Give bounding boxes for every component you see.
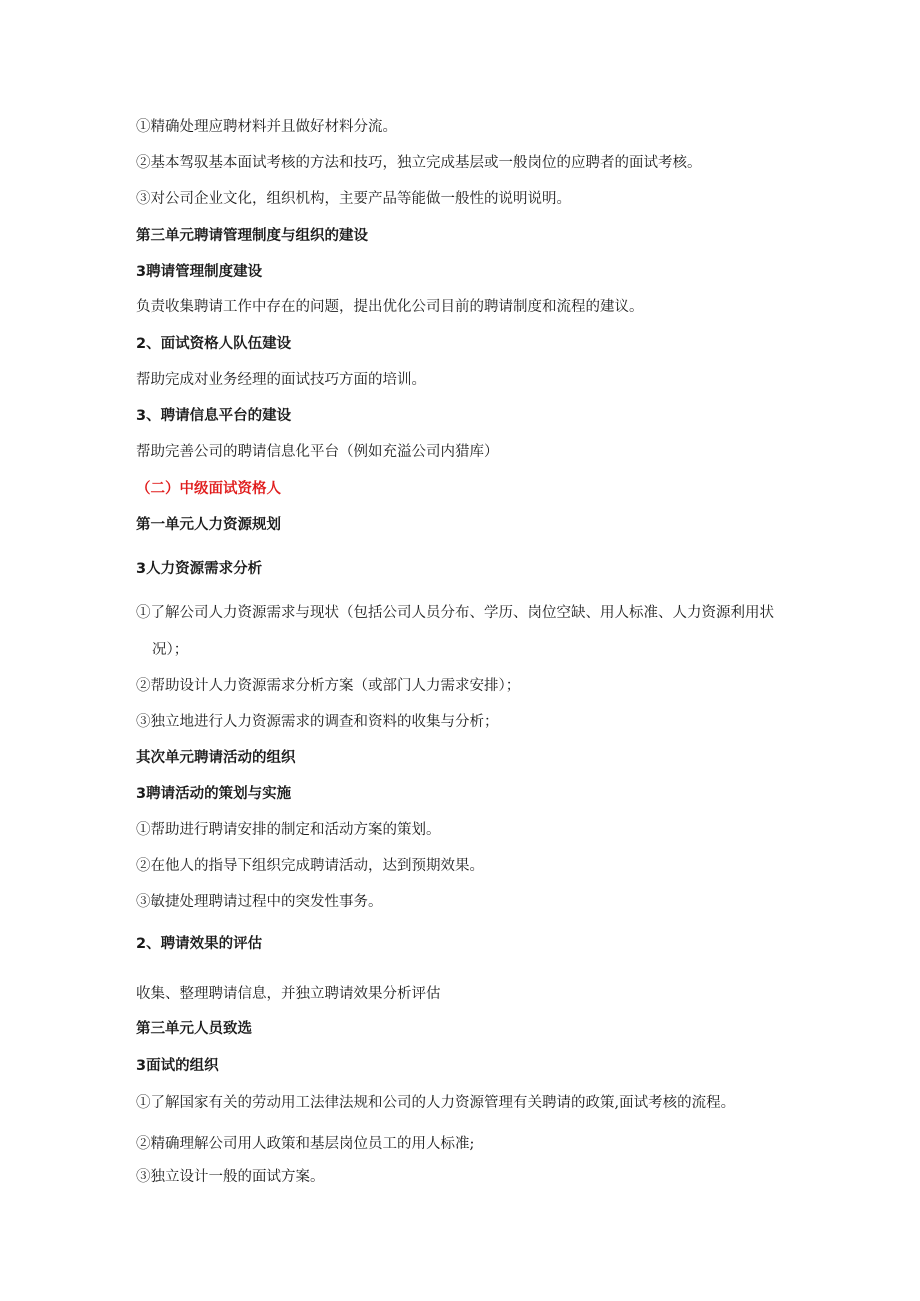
paragraph-line: ①了解公司人力资源需求与现状（包括公司人员分布、学历、岗位空缺、用人标准、人力资源利用状 xyxy=(136,605,774,621)
paragraph-line: ③独立设计一般的面试方案。 xyxy=(136,1169,325,1185)
paragraph-line: ①精确处理应聘材料并且做好材料分流。 xyxy=(136,119,397,135)
red-section-heading: （二）中级面试资格人 xyxy=(136,481,281,497)
subsection-heading: 2、聘请效果的评估 xyxy=(136,936,263,952)
paragraph-line: ③独立地进行人力资源需求的调查和资料的收集与分析； xyxy=(136,714,499,730)
paragraph-line: 收集、整理聘请信息，并独立聘请效果分析评估 xyxy=(136,986,441,1002)
subsection-heading: 3聘请活动的策划与实施 xyxy=(136,786,292,802)
paragraph-line: ①了解国家有关的劳动用工法律法规和公司的人力资源管理有关聘请的政策,面试考核的流程。 xyxy=(136,1095,736,1111)
paragraph-line: 帮助完成对业务经理的面试技巧方面的培训。 xyxy=(136,372,426,388)
paragraph-line: ②精确理解公司用人政策和基层岗位员工的用人标准; xyxy=(136,1136,475,1152)
section-heading: 第三单元聘请管理制度与组织的建设 xyxy=(136,228,368,244)
subsection-heading: 3聘请管理制度建设 xyxy=(136,264,263,280)
section-heading: 第三单元人员致选 xyxy=(136,1021,252,1037)
subsection-heading: 3面试的组织 xyxy=(136,1058,219,1074)
section-heading: 第一单元人力资源规划 xyxy=(136,517,281,533)
subsection-heading: 3人力资源需求分析 xyxy=(136,561,263,577)
subsection-heading: 3、聘请信息平台的建设 xyxy=(136,408,292,424)
paragraph-line: ①帮助进行聘请安排的制定和活动方案的策划。 xyxy=(136,822,441,838)
paragraph-line: ③对公司企业文化，组织机构，主要产品等能做一般性的说明说明。 xyxy=(136,191,571,207)
paragraph-line: 帮助完善公司的聘请信息化平台（例如充溢公司内猎库） xyxy=(136,444,499,460)
paragraph-line: ②基本驾驭基本面试考核的方法和技巧，独立完成基层或一般岗位的应聘者的面试考核。 xyxy=(136,155,702,171)
paragraph-line: ③敏捷处理聘请过程中的突发性事务。 xyxy=(136,894,383,910)
section-heading: 其次单元聘请活动的组织 xyxy=(136,750,296,766)
paragraph-line: 负责收集聘请工作中存在的问题，提出优化公司目前的聘请制度和流程的建议。 xyxy=(136,299,644,315)
subsection-heading: 2、面试资格人队伍建设 xyxy=(136,336,292,352)
paragraph-line-continuation: 况）； xyxy=(152,642,189,658)
paragraph-line: ②帮助设计人力资源需求分析方案（或部门人力需求安排）； xyxy=(136,678,521,694)
paragraph-line: ②在他人的指导下组织完成聘请活动，达到预期效果。 xyxy=(136,858,484,874)
